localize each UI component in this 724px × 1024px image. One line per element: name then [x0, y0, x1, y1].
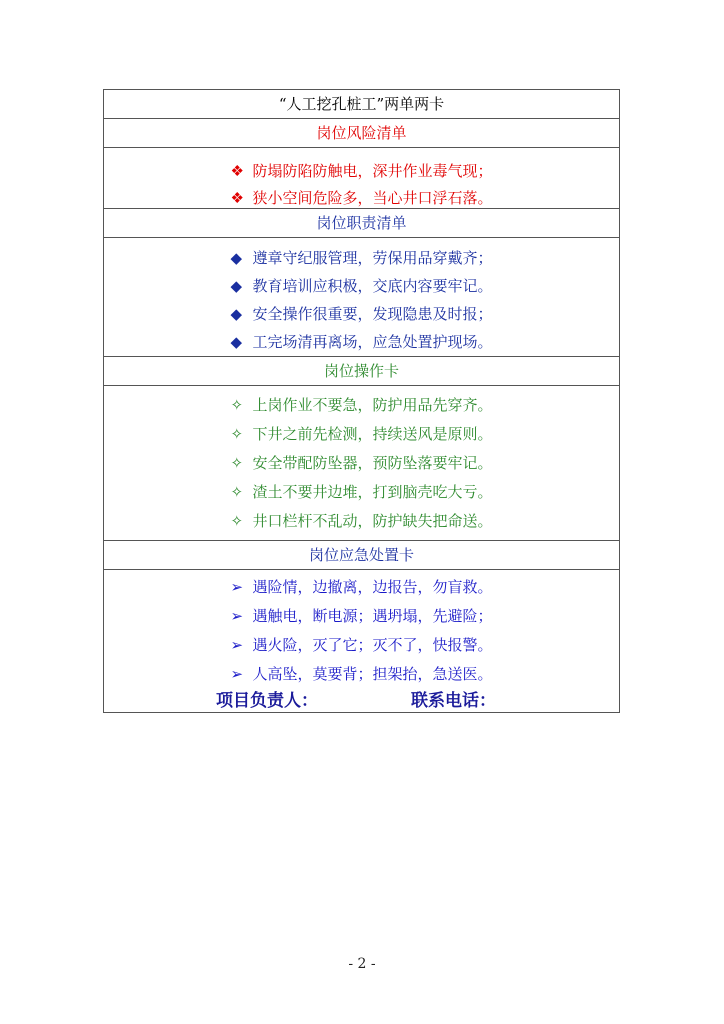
card-title: “人工挖孔桩工”两单两卡 — [104, 90, 619, 119]
filled-diamond-bullet-icon: ◆ — [230, 305, 243, 323]
filled-diamond-bullet-icon: ◆ — [230, 277, 243, 295]
star-bullet-icon: ✧ — [230, 483, 244, 501]
arrow-bullet-icon: ➢ — [230, 578, 244, 596]
duty-list-header: 岗位职责清单 — [104, 208, 619, 238]
risk-item: ❖ 防塌防陷防触电，深井作业毒气现； — [230, 162, 493, 180]
duty-item: ◆ 工完场清再离场，应急处置护现场。 — [230, 333, 493, 351]
filled-diamond-bullet-icon: ◆ — [230, 333, 243, 351]
arrow-bullet-icon: ➢ — [230, 607, 244, 625]
project-manager-label: 项目负责人： — [216, 691, 318, 711]
operation-item: ✧ 上岗作业不要急，防护用品先穿齐。 — [230, 396, 493, 414]
emergency-card-header: 岗位应急处置卡 — [104, 540, 619, 570]
two-lists-two-cards-card — [103, 89, 620, 713]
star-bullet-icon: ✧ — [230, 425, 244, 443]
duty-item: ◆ 遵章守纪服管理，劳保用品穿戴齐； — [230, 249, 493, 267]
page-number: - 2 - — [348, 956, 376, 972]
diamond-bullet-icon: ❖ — [230, 189, 244, 207]
risk-item: ❖ 狭小空间危险多，当心井口浮石落。 — [230, 189, 493, 207]
diamond-bullet-icon: ❖ — [230, 162, 244, 180]
contact-phone-label: 联系电话： — [411, 691, 496, 711]
emergency-item: ➢ 遇火险，灭了它；灭不了，快报警。 — [230, 636, 493, 654]
emergency-item: ➢ 遇险情，边撤离，边报告，勿盲救。 — [230, 578, 493, 596]
risk-list-header: 岗位风险清单 — [104, 119, 619, 148]
operation-item: ✧ 安全带配防坠器，预防坠落要牢记。 — [230, 454, 493, 472]
operation-item: ✧ 渣土不要井边堆，打到脑壳吃大亏。 — [230, 483, 493, 501]
operation-item: ✧ 井口栏杆不乱动，防护缺失把命送。 — [230, 512, 493, 530]
duty-item: ◆ 安全操作很重要，发现隐患及时报； — [230, 305, 493, 323]
emergency-item: ➢ 遇触电，断电源；遇坍塌，先避险； — [230, 607, 493, 625]
star-bullet-icon: ✧ — [230, 396, 244, 414]
duty-item: ◆ 教育培训应积极，交底内容要牢记。 — [230, 277, 493, 295]
star-bullet-icon: ✧ — [230, 454, 244, 472]
operation-item: ✧ 下井之前先检测，持续送风是原则。 — [230, 425, 493, 443]
emergency-item: ➢ 人高坠，莫要背；担架抬，急送医。 — [230, 665, 493, 683]
arrow-bullet-icon: ➢ — [230, 665, 244, 683]
operation-card-header: 岗位操作卡 — [104, 356, 619, 386]
filled-diamond-bullet-icon: ◆ — [230, 249, 243, 267]
star-bullet-icon: ✧ — [230, 512, 244, 530]
arrow-bullet-icon: ➢ — [230, 636, 244, 654]
